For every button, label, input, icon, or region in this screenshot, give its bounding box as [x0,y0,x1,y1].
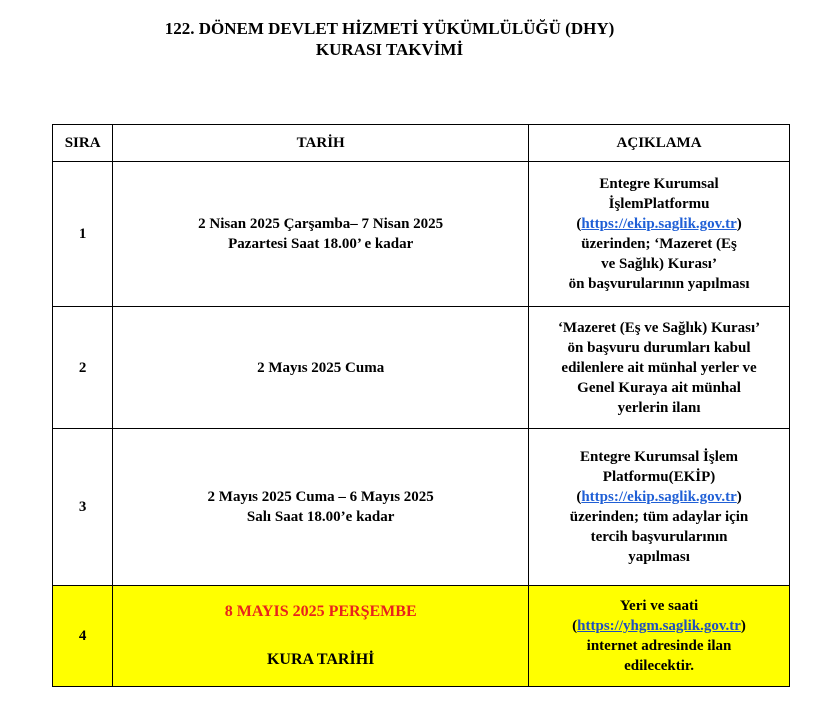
tarih-line: Pazartesi Saat 18.00’ e kadar [228,236,414,252]
aciklama-line: edilecektir. [624,658,694,674]
table-row [53,429,790,586]
table-row [53,307,790,429]
aciklama-line: İşlemPlatformu [608,196,710,212]
cell-aciklama [529,307,790,429]
aciklama-line: ön başvuru durumları kabul [567,339,751,356]
cell-tarih [113,586,529,687]
header-sira: SIRA [53,125,113,162]
title-line-1: 122. DÖNEM DEVLET HİZMETİ YÜKÜMLÜLÜĞÜ (DHY) [164,19,615,38]
ekip-link[interactable]: https://ekip.saglik.gov.tr [581,216,737,232]
cell-aciklama [529,162,790,307]
cell-tarih [113,307,529,429]
kura-label: KURA TARİHİ [266,651,375,668]
title-line-2: KURASI TAKVİMİ [315,40,464,59]
aciklama-line: üzerinden; tüm adaylar için [569,509,749,525]
aciklama-line: Platformu(EKİP) [602,469,716,485]
yhgm-link[interactable]: https://yhgm.saglik.gov.tr [577,618,741,634]
cell-sira: 2 [53,307,113,429]
schedule-table [52,124,790,687]
aciklama-line: Yeri ve saati [619,598,699,614]
document-title [0,18,827,60]
header-aciklama: AÇIKLAMA [529,125,790,162]
cell-tarih [113,429,529,586]
tarih-line: 2 Nisan 2025 Çarşamba– 7 Nisan 2025 [198,216,444,232]
cell-tarih [113,162,529,307]
aciklama-link-line: (https://ekip.saglik.gov.tr) [576,489,742,505]
aciklama-line: yapılması [628,549,690,565]
aciklama-line: Genel Kuraya ait münhal [577,379,741,396]
tarih-line: Salı Saat 18.00’e kadar [246,509,395,525]
ekip-link[interactable]: https://ekip.saglik.gov.tr [581,489,737,505]
aciklama-link-line: (https://yhgm.saglik.gov.tr) [572,618,746,634]
aciklama-line: üzerinden; ‘Mazeret (Eş [581,236,737,252]
cell-sira: 4 [53,586,113,687]
tarih-line: 2 Mayıs 2025 Cuma [257,359,385,376]
table-row-highlighted [53,586,790,687]
tarih-line: 2 Mayıs 2025 Cuma – 6 Mayıs 2025 [207,489,434,505]
aciklama-line: yerlerin ilanı [617,399,701,416]
aciklama-line: Entegre Kurumsal İşlem [580,449,739,465]
cell-sira: 3 [53,429,113,586]
kura-date: 8 MAYIS 2025 PERŞEMBE [224,603,417,620]
aciklama-line: edilenlere ait münhal yerler ve [561,359,757,376]
cell-sira: 1 [53,162,113,307]
table-row [53,162,790,307]
cell-aciklama [529,429,790,586]
aciklama-line: tercih başvurularının [590,529,728,545]
aciklama-line: ön başvurularının yapılması [568,276,750,292]
cell-aciklama [529,586,790,687]
aciklama-line: Entegre Kurumsal [599,176,719,192]
header-tarih: TARİH [113,125,529,162]
header-row [53,125,790,162]
aciklama-link-line: (https://ekip.saglik.gov.tr) [576,216,742,232]
aciklama-line: ‘Mazeret (Eş ve Sağlık) Kurası’ [557,319,761,336]
aciklama-line: internet adresinde ilan [586,638,732,654]
aciklama-line: ve Sağlık) Kurası’ [601,256,717,272]
